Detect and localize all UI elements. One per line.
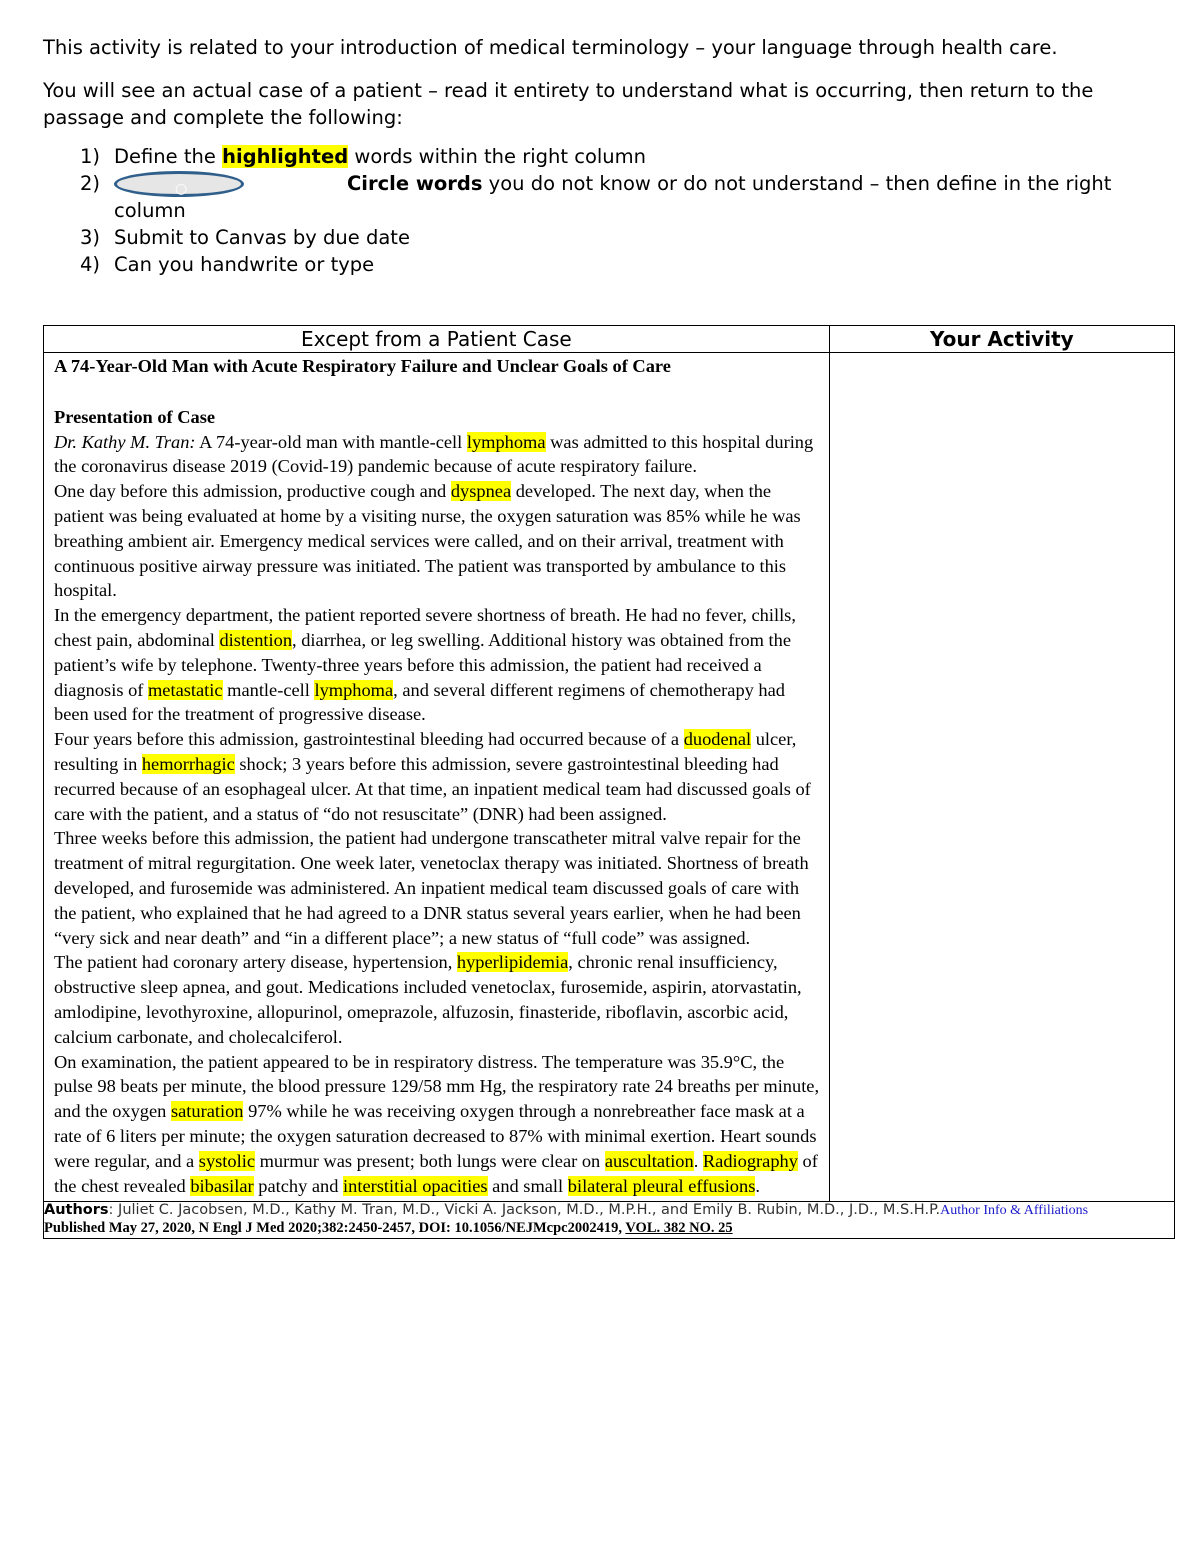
case-table [43, 325, 1175, 1239]
publication-info: Published May 27, 2020, N Engl J Med 2020;382:2450-2457, DOI: 10.1056/NEJMcpc2002419, [44, 1220, 622, 1237]
highlighted-term: saturation [170, 1101, 244, 1122]
circle-oval-icon: ○ [114, 171, 244, 197]
intro-line-2: You will see an actual case of a patient – read it entirety to understand what is occurring, then return to the passage and complete the following: [43, 79, 1094, 129]
authors-line [44, 1202, 1174, 1219]
case-paragraph-4: Four years before this admission, gastrointestinal bleeding had occurred because of a duodenal ulcer, resulting in hemorrhagic shock; 3 years before this admission, severe gastrointestinal bleeding had recurred because of an esophageal ulcer. At that time, an inpatient medical team had discussed goals of care with the patient, and a status of “do not resuscitate” (DNR) had been assigned. [54, 729, 811, 824]
activity-cell[interactable] [829, 353, 1174, 1202]
highlighted-term: hemorrhagic [141, 753, 235, 774]
case-paragraph-6: The patient had coronary artery disease, hypertension, hyperlipidemia, chronic renal insufficiency, obstructive sleep apnea, and gout. Medications included venetoclax, furosemide, aspirin, atorvastatin, amlodipine, levothyroxine, allopurinol, omeprazole, alfuzosin, finasteride, riboflavin, ascorbic acid, calcium carbonate, and cholecalciferol. [54, 952, 802, 1047]
highlighted-term: distention [219, 629, 293, 650]
highlighted-term: lymphoma [466, 431, 546, 452]
intro-line-1: This activity is related to your introduction of medical terminology – your language through health care. [43, 36, 1058, 59]
step-2 [43, 170, 1163, 224]
step-3 [43, 224, 1163, 251]
activity-column-header: Your Activity [829, 326, 1174, 353]
author-info-link[interactable]: Author Info & Affiliations [940, 1203, 1089, 1219]
publication-line [44, 1219, 1174, 1238]
step-text: you do not know or do not understand – then define in the right column [114, 172, 1112, 222]
highlighted-word: highlighted [222, 145, 349, 168]
case-paragraph-5: Three weeks before this admission, the patient had undergone transcatheter mitral valve repair for the treatment of mitral regurgitation. One week later, venetoclax therapy was initiated. Shortness of breath developed, and furosemide was administered. An inpatient medical team discussed goals of care with the patient, who explained that he had agreed to a DNR status several years earlier, when he had been “very sick and near death” and “in a different place”; a new status of “full code” was assigned. [54, 828, 809, 948]
case-column-header: Except from a Patient Case [44, 326, 830, 353]
highlighted-term: Radiography [702, 1150, 798, 1171]
highlighted-term: lymphoma [314, 679, 394, 700]
authors-names: : Juliet C. Jacobsen, M.D., Kathy M. Tran, M.D., Vicki A. Jackson, M.D., M.P.H., and Emily B. Rubin, M.D., J.D., M.S.H.P. [108, 1202, 941, 1219]
authors-label: Authors [44, 1202, 109, 1219]
step-4 [43, 251, 1163, 278]
step-number: 4) [80, 253, 101, 276]
highlighted-term: systolic [198, 1150, 255, 1171]
case-paragraph-3: In the emergency department, the patient reported severe shortness of breath. He had no fever, chills, chest pain, abdominal distention, diarrhea, or leg swelling. Additional history was obtained from the patient’s wife by telephone. Twenty-three years before this admission, the patient had received a diagnosis of metastatic mantle-cell lymphoma, and several different regimens of chemotherapy had been used for the treatment of progressive disease. [54, 605, 796, 725]
step-number: 3) [80, 226, 101, 249]
step-text: Define the [114, 145, 223, 168]
step-number: 2) [80, 172, 101, 195]
case-paragraph-7: On examination, the patient appeared to be in respiratory distress. The temperature was 35.9°C, the pulse 98 beats per minute, the blood pressure 129/58 mm Hg, the respiratory rate 24 breaths per minute, and the oxygen saturation 97% while he was receiving oxygen through a nonrebreather face mask at a rate of 6 liters per minute; the oxygen saturation decreased to 87% with minimal exertion. Heart sounds were regular, and a systolic murmur was present; both lungs were clear on auscultation. Radiography of the chest revealed bibasilar patchy and interstitial opacities and small bilateral pleural effusions. [54, 1051, 820, 1196]
volume-link[interactable]: VOL. 382 NO. 25 [625, 1220, 733, 1237]
step-text: words within the right column [348, 145, 647, 168]
case-paragraph-2: One day before this admission, productive cough and dyspnea developed. The next day, when the patient was being evaluated at home by a visiting nurse, the oxygen saturation was 85% while he was breathing ambient air. Emergency medical services were called, and on their arrival, treatment with continuous positive airway pressure was initiated. The patient was transported by ambulance to this hospital. [54, 481, 801, 601]
section-heading: Presentation of Case [54, 406, 216, 427]
step-text: Submit to Canvas by due date [114, 226, 410, 249]
highlighted-term: duodenal [683, 729, 752, 750]
case-title: A 74-Year-Old Man with Acute Respiratory Failure and Unclear Goals of Care [54, 356, 671, 376]
highlighted-term: bilateral pleural effusions [567, 1175, 756, 1196]
highlighted-term: metastatic [148, 679, 223, 700]
highlighted-term: hyperlipidemia [456, 952, 569, 973]
step-text: Can you handwrite or type [114, 253, 375, 276]
case-paragraph-1: Dr. Kathy M. Tran: A 74-year-old man with mantle-cell lymphoma was admitted to this hospital during the coronavirus disease 2019 (Covid-19) pandemic because of acute respiratory failure. [54, 431, 814, 477]
circle-words-label: Circle words [347, 172, 483, 195]
step-number: 1) [80, 145, 101, 168]
instructions [43, 34, 1163, 278]
case-author: Dr. Kathy M. Tran: [54, 431, 196, 452]
instruction-steps [43, 143, 1163, 278]
highlighted-term: bibasilar [190, 1175, 254, 1196]
citation-cell [44, 1202, 1175, 1239]
case-text-cell [44, 353, 830, 1202]
highlighted-term: auscultation [604, 1150, 694, 1171]
step-1 [43, 143, 1163, 170]
highlighted-term: dyspnea [450, 481, 512, 502]
highlighted-term: interstitial opacities [343, 1175, 488, 1196]
